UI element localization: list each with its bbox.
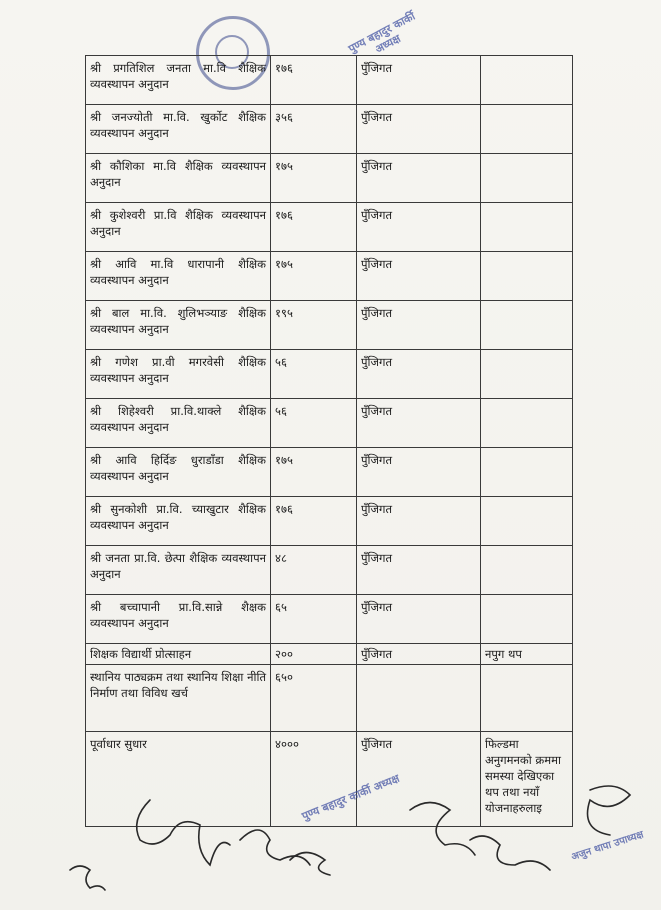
table-row — [86, 665, 573, 732]
item-remarks: नपुग थप — [481, 644, 573, 665]
chair-stamp-bottom: पुण्य बहादुर कार्की अध्यक्ष — [300, 771, 402, 823]
item-name: श्री प्रगतिशिल जनता मा.वि शैक्षिक व्यवस्थापन अनुदान — [86, 56, 271, 105]
item-amount: ३५६ — [271, 105, 357, 154]
item-type: पुँजिगत — [357, 203, 481, 252]
item-type: पुँजिगत — [357, 448, 481, 497]
item-remarks — [481, 301, 573, 350]
signature-5 — [410, 803, 475, 856]
item-type: पुँजिगत — [357, 732, 481, 827]
signatures-area — [0, 770, 661, 910]
item-remarks — [481, 154, 573, 203]
item-type: पुँजिगत — [357, 399, 481, 448]
chair-stamp-top: पुण्य बहादुर कार्की अध्यक्ष — [346, 9, 418, 57]
item-remarks — [481, 448, 573, 497]
signature-2 — [70, 866, 105, 890]
item-amount: १७५ — [271, 252, 357, 301]
table-row — [86, 105, 573, 154]
item-type: पुँजिगत — [357, 56, 481, 105]
item-remarks — [481, 105, 573, 154]
signature-7 — [588, 786, 631, 835]
vice-chair-stamp: अजुन थापा उपाध्यक्ष — [570, 829, 646, 864]
item-remarks — [481, 56, 573, 105]
table-row — [86, 252, 573, 301]
table-row — [86, 595, 573, 644]
item-amount: ६५ — [271, 595, 357, 644]
item-amount: १९५ — [271, 301, 357, 350]
table-row — [86, 301, 573, 350]
item-remarks — [481, 497, 573, 546]
table-row — [86, 399, 573, 448]
table-row — [86, 203, 573, 252]
item-name: स्थानिय पाठ्यक्रम तथा स्थानिय शिक्षा नीति निर्माण तथा विविध खर्च — [86, 665, 271, 732]
table-row — [86, 350, 573, 399]
item-type: पुँजिगत — [357, 595, 481, 644]
table-row — [86, 497, 573, 546]
signature-3 — [240, 830, 310, 865]
signature-1 — [137, 800, 230, 865]
item-remarks — [481, 595, 573, 644]
item-amount: ५६ — [271, 350, 357, 399]
item-name: श्री शिहेश्वरी प्रा.वि.थाक्ले शैक्षिक व्यवस्थापन अनुदान — [86, 399, 271, 448]
item-remarks — [481, 665, 573, 732]
item-amount: १७५ — [271, 154, 357, 203]
item-type: पुँजिगत — [357, 644, 481, 665]
item-remarks: फिल्डमा अनुगमनको क्रममा समस्या देखिएका थप तथा नयाँ योजनाहरुलाइ — [481, 732, 573, 827]
table-row — [86, 448, 573, 497]
item-type: पुँजिगत — [357, 546, 481, 595]
item-amount: ५६ — [271, 399, 357, 448]
item-type: पुँजिगत — [357, 301, 481, 350]
budget-table — [85, 55, 573, 827]
item-amount: १७६ — [271, 56, 357, 105]
item-remarks — [481, 252, 573, 301]
table-row — [86, 154, 573, 203]
item-name: श्री जनता प्रा.वि. छेत्पा शैक्षिक व्यवस्थापन अनुदान — [86, 546, 271, 595]
table-row — [86, 546, 573, 595]
handwritten-signatures — [0, 770, 661, 910]
item-type: पुँजिगत — [357, 350, 481, 399]
item-name: श्री जनज्योती मा.वि. खुर्कोट शैक्षिक व्यवस्थापन अनुदान — [86, 105, 271, 154]
item-remarks — [481, 399, 573, 448]
item-name: शिक्षक विद्यार्थी प्रोत्साहन — [86, 644, 271, 665]
signature-6 — [470, 836, 550, 870]
item-name: श्री आवि मा.वि धारापानी शैक्षिक व्यवस्थापन अनुदान — [86, 252, 271, 301]
item-name: श्री सुनकोशी प्रा.वि. च्याखुटार शैक्षिक व्यवस्थापन अनुदान — [86, 497, 271, 546]
table-row — [86, 644, 573, 665]
item-amount: १७६ — [271, 497, 357, 546]
item-name: श्री आवि हिर्दिङ धुराडाँडा शैक्षिक व्यवस्थापन अनुदान — [86, 448, 271, 497]
item-type: पुँजिगत — [357, 252, 481, 301]
item-name: श्री कौशिका मा.वि शैक्षिक व्यवस्थापन अनुदान — [86, 154, 271, 203]
item-amount: ४८ — [271, 546, 357, 595]
item-name: श्री बच्चापानी प्रा.वि.सान्ने शैक्षक व्यवस्थापन अनुदान — [86, 595, 271, 644]
item-type: पुँजिगत — [357, 105, 481, 154]
item-type: पुँजिगत — [357, 497, 481, 546]
item-amount: ४००० — [271, 732, 357, 827]
item-name: श्री बाल मा.वि. शुलिभञ्याङ शैक्षिक व्यवस्थापन अनुदान — [86, 301, 271, 350]
item-type: पुँजिगत — [357, 154, 481, 203]
table-row — [86, 56, 573, 105]
item-remarks — [481, 350, 573, 399]
item-amount: ६५० — [271, 665, 357, 732]
item-amount: १७५ — [271, 448, 357, 497]
item-name: श्री कुशेश्वरी प्रा.वि शैक्षिक व्यवस्थापन अनुदान — [86, 203, 271, 252]
item-remarks — [481, 203, 573, 252]
item-name: पूर्वाधार सुधार — [86, 732, 271, 827]
item-type — [357, 665, 481, 732]
item-amount: २०० — [271, 644, 357, 665]
item-name: श्री गणेश प्रा.वी मगरवेसी शैक्षिक व्यवस्थापन अनुदान — [86, 350, 271, 399]
item-remarks — [481, 546, 573, 595]
item-amount: १७६ — [271, 203, 357, 252]
